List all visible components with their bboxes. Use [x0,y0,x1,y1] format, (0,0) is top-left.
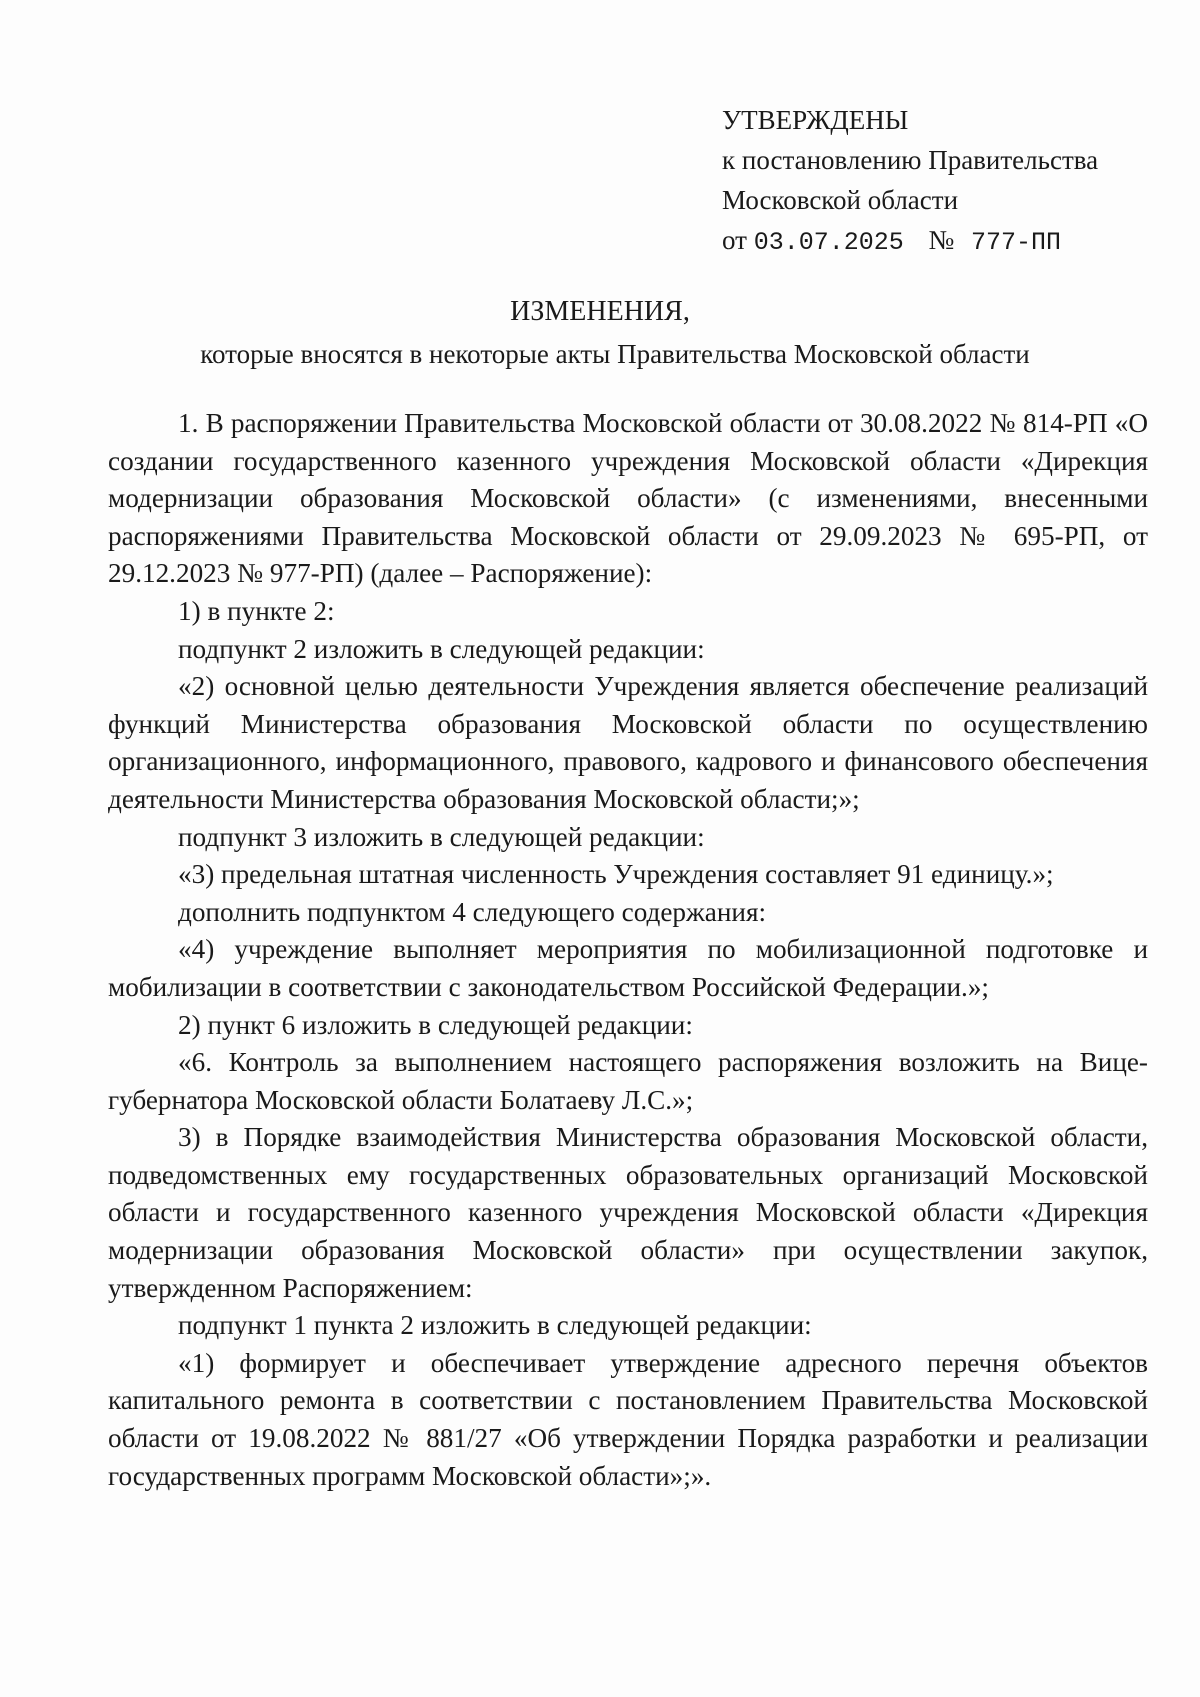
paragraph: дополнить подпунктом 4 следующего содержания: [178,896,767,927]
approval-line-1: к постановлению Правительства [722,145,1099,175]
approval-line-2: Московской области [722,185,959,215]
paragraph-subitem-3: 3) в Порядке взаимодействия Министерства образования Московской области, подведомственных ему государственных образовательных организаций Московской области и государственного казенного учреждения Московской области «Дирекция модернизации образования Московской области» при осуществлении закупок, утвержденном Распоряжением: [108,1122,1148,1303]
paragraph-quote: «3) предельная штатная численность Учреждения составляет 91 единицу.»; [178,859,1054,890]
paragraph-subitem-1: 1) в пункте 2: [178,595,335,626]
paragraph: подпункт 1 пункта 2 изложить в следующей редакции: [178,1310,812,1341]
paragraph: подпункт 2 изложить в следующей редакции: [178,633,705,664]
paragraph: подпункт 3 изложить в следующей редакции: [178,821,705,852]
document-body [108,405,1148,1495]
paragraph-item-1: 1. В распоряжении Правительства Московской области от 30.08.2022 № 814-РП «О создании государственного казенного учреждения Московской области «Дирекция модернизации образования Московской области» (с изменениями, внесенными распоряжениями Правительства Московской области от 29.09.2023 № 695-РП, от 29.12.2023 № 977-РП) (далее – Распоряжение): [108,408,1148,589]
approval-date-line [722,220,1162,263]
paragraph-subitem-2: 2) пункт 6 изложить в следующей редакции: [178,1009,693,1040]
approval-number: 777-ПП [971,228,1062,257]
approval-stamp-block [722,100,1162,263]
document-subtitle: которые вносятся в некоторые акты Правительства Московской области [200,339,1030,369]
paragraph-quote: «2) основной целью деятельности Учреждения является обеспечение реализаций функций Министерства образования Московской области по осуществлению организационного, информационного, правового, кадрового и финансового обеспечения деятельности Министерства образования Московской области;»; [108,671,1148,814]
paragraph-quote: «1) формирует и обеспечивает утверждение адресного перечня объектов капитального ремонта в соответствии с постановлением Правительства Московской области от 19.08.2022 № 881/27 «Об утверждении Порядка разработки и реализации государственных программ Московской области»;». [108,1347,1148,1491]
paragraph-quote: «4) учреждение выполняет мероприятия по мобилизационной подготовке и мобилизации в соответствии с законодательством Российской Федерации.»; [108,934,1148,1002]
approval-date: 03.07.2025 [753,228,904,257]
approval-heading: УТВЕРЖДЕНЫ [722,105,909,135]
approval-date-prefix: от [722,225,747,255]
document-title: ИЗМЕНЕНИЯ, [510,296,690,327]
approval-number-sign: № [928,225,955,255]
paragraph-quote: «6. Контроль за выполнением настоящего распоряжения возложить на Вице-губернатора Московской области Болатаеву Л.С.»; [108,1047,1148,1115]
